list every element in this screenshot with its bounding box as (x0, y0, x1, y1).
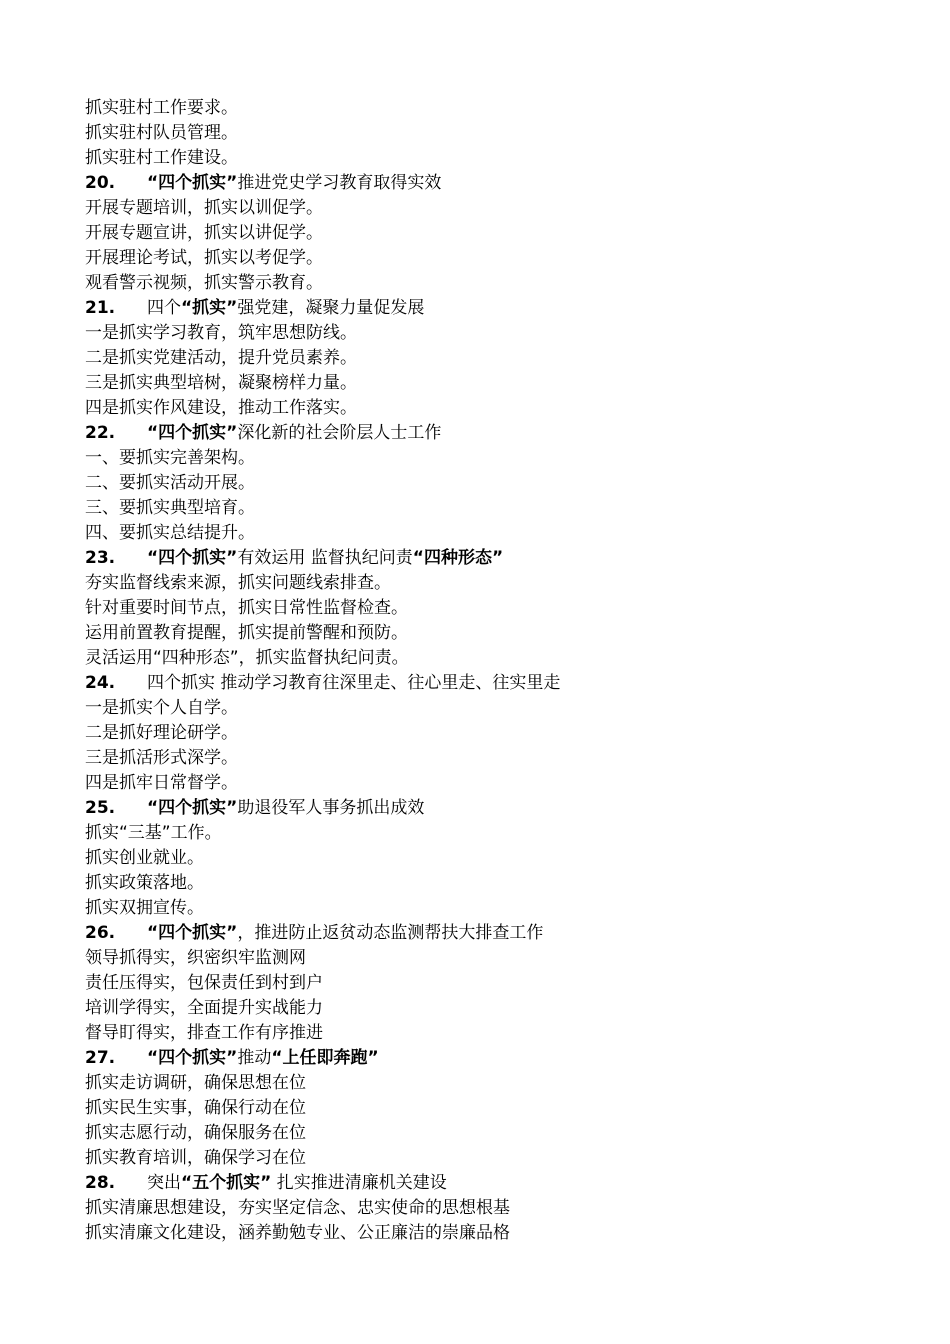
section-heading (85, 171, 905, 196)
heading-text: 强党建，凝聚力量促发展 (237, 298, 425, 318)
list-item: 运用前置教育提醒，抓实提前警醒和预防。 (85, 623, 408, 643)
section-number: 24. (85, 673, 116, 693)
section-number: 25. (85, 798, 116, 818)
list-item: 抓实创业就业。 (85, 848, 204, 868)
heading-emphasis: “四个抓实” (147, 173, 238, 193)
list-item: 一、要抓实完善架构。 (85, 448, 255, 468)
heading-emphasis: “四种形态” (412, 548, 504, 568)
section-heading (85, 421, 905, 446)
list-item: 责任压得实，包保责任到村到户 (85, 973, 323, 993)
heading-emphasis: “四个抓实” (147, 798, 238, 818)
heading-emphasis: “抓实” (181, 298, 238, 318)
list-item: 督导盯得实，排查工作有序推进 (85, 1023, 323, 1043)
section-number: 27. (85, 1048, 116, 1068)
list-item: 抓实走访调研，确保思想在位 (85, 1073, 306, 1093)
list-item: 一是抓实个人自学。 (85, 698, 238, 718)
text-line: 抓实驻村队员管理。 (85, 123, 238, 143)
heading-emphasis: “上任即奔跑” (271, 1048, 379, 1068)
list-item: 一是抓实学习教育，筑牢思想防线。 (85, 323, 357, 343)
section-heading (85, 546, 905, 571)
list-item: 针对重要时间节点，抓实日常性监督检查。 (85, 598, 408, 618)
list-item: 四是抓实作风建设，推动工作落实。 (85, 398, 357, 418)
heading-text: 深化新的社会阶层人士工作 (237, 423, 442, 443)
section-number: 26. (85, 923, 116, 943)
list-item: 开展专题培训，抓实以训促学。 (85, 198, 323, 218)
list-item: 抓实双拥宣传。 (85, 898, 204, 918)
list-item: 开展理论考试，抓实以考促学。 (85, 248, 323, 268)
section-heading (85, 1046, 905, 1071)
heading-text: 四个抓实 推动学习教育往深里走、往心里走、往实里走 (147, 673, 561, 693)
section-heading (85, 921, 905, 946)
text-line: 抓实驻村工作要求。 (85, 98, 238, 118)
heading-text: 扎实推进清廉机关建设 (271, 1173, 447, 1193)
list-item: 三、要抓实典型培育。 (85, 498, 255, 518)
list-item: 抓实清廉文化建设，涵养勤勉专业、公正廉洁的崇廉品格 (85, 1223, 510, 1243)
list-item: 抓实清廉思想建设，夯实坚定信念、忠实使命的思想根基 (85, 1198, 510, 1218)
list-item: 四、要抓实总结提升。 (85, 523, 255, 543)
section-number: 23. (85, 548, 116, 568)
list-item: 三是抓实典型培树，凝聚榜样力量。 (85, 373, 357, 393)
section-heading (85, 296, 905, 321)
list-item: 三是抓活形式深学。 (85, 748, 238, 768)
list-item: 二是抓好理论研学。 (85, 723, 238, 743)
heading-emphasis: “四个抓实” (147, 548, 238, 568)
list-item: 夯实监督线索来源，抓实问题线索排查。 (85, 573, 391, 593)
heading-text: ，推进防止返贫动态监测帮扶大排查工作 (237, 923, 544, 943)
heading-text: 助退役军人事务抓出成效 (237, 798, 425, 818)
list-item: 培训学得实，全面提升实战能力 (85, 998, 323, 1018)
heading-emphasis: “四个抓实” (147, 1048, 238, 1068)
section-number: 28. (85, 1173, 116, 1193)
list-item: 四是抓牢日常督学。 (85, 773, 238, 793)
heading-text: 推进党史学习教育取得实效 (237, 173, 442, 193)
list-item: 抓实“三基”工作。 (85, 823, 222, 843)
list-item: 抓实民生实事，确保行动在位 (85, 1098, 306, 1118)
section-heading (85, 796, 905, 821)
section-heading (85, 1171, 905, 1196)
heading-text: 四个 (147, 298, 181, 318)
section-heading (85, 671, 905, 696)
heading-text: 突出 (147, 1173, 181, 1193)
list-item: 二是抓实党建活动，提升党员素养。 (85, 348, 357, 368)
heading-text: 有效运用 监督执纪问责 (237, 548, 413, 568)
section-number: 20. (85, 173, 116, 193)
heading-emphasis: “五个抓实” (181, 1173, 272, 1193)
heading-emphasis: “四个抓实” (147, 923, 238, 943)
section-number: 22. (85, 423, 116, 443)
text-line: 抓实驻村工作建设。 (85, 148, 238, 168)
heading-emphasis: “四个抓实” (147, 423, 238, 443)
list-item: 抓实政策落地。 (85, 873, 204, 893)
section-number: 21. (85, 298, 116, 318)
list-item: 二、要抓实活动开展。 (85, 473, 255, 493)
list-item: 抓实志愿行动，确保服务在位 (85, 1123, 306, 1143)
heading-text: 推动 (237, 1048, 272, 1068)
list-item: 灵活运用“四种形态”，抓实监督执纪问责。 (85, 648, 409, 668)
list-item: 领导抓得实，织密织牢监测网 (85, 948, 306, 968)
document-body (85, 96, 905, 1246)
list-item: 观看警示视频，抓实警示教育。 (85, 273, 323, 293)
list-item: 抓实教育培训，确保学习在位 (85, 1148, 306, 1168)
list-item: 开展专题宣讲，抓实以讲促学。 (85, 223, 323, 243)
